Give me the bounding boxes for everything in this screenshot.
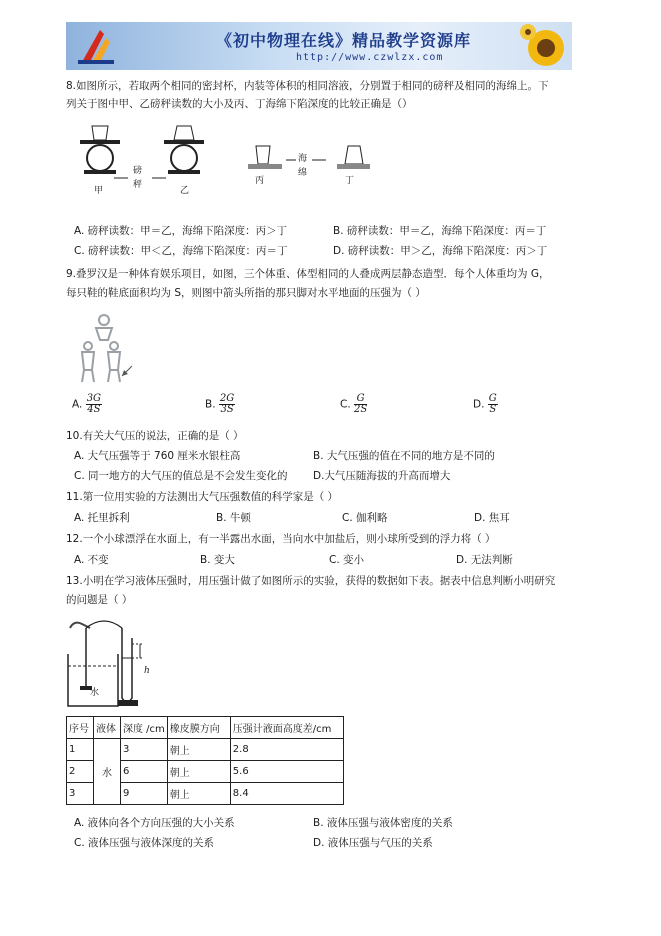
q13-option-c[interactable]: C. 液体压强与液体深度的关系 xyxy=(74,837,215,849)
q8-option-b[interactable]: B. 磅秤读数：甲＝乙，海绵下陷深度：丙＝丁 xyxy=(333,225,547,237)
q9-option-c-label: C. xyxy=(340,398,351,411)
q9-option-b-fraction xyxy=(219,394,235,415)
table-cell-direction: 朝上 xyxy=(167,783,230,805)
table-row xyxy=(67,739,344,761)
q9-option-d-label: D. xyxy=(473,398,485,411)
q9-c-den: 2S xyxy=(354,404,368,415)
q9-a-num: 3G xyxy=(86,393,102,404)
q8-option-d[interactable]: D. 磅秤读数：甲＞乙，海绵下陷深度：丙＞丁 xyxy=(333,245,548,257)
q9-option-a-label: A. xyxy=(72,398,83,411)
table-header-cell: 压强计液面高度差/cm xyxy=(230,717,343,739)
table-cell-index: 1 xyxy=(67,739,94,761)
banner-url: http://www.czwlzx.com xyxy=(296,52,444,63)
scale-jia xyxy=(80,126,120,174)
q11-option-c[interactable]: C. 伽利略 xyxy=(342,512,388,524)
q9-figure xyxy=(74,312,134,384)
q12-stem: 12.一个小球漂浮在水面上，有一半露出水面，当向水中加盐后，则小球所受到的浮力将（ ） xyxy=(66,533,496,545)
q8-figure xyxy=(70,122,370,194)
q12-option-a[interactable]: A. 不变 xyxy=(74,554,109,566)
sponge-ding xyxy=(337,146,370,169)
header-banner xyxy=(66,22,572,70)
table-header-cell: 液体 xyxy=(94,717,121,739)
q9-option-b-label: B. xyxy=(205,398,216,411)
table-header-cell: 橡皮膜方向 xyxy=(167,717,230,739)
q8-option-a[interactable]: A. 磅秤读数：甲＝乙，海绵下陷深度：丙＞丁 xyxy=(74,225,288,237)
logo-icon xyxy=(70,24,130,68)
q8-label-cheng: 秤 xyxy=(133,180,143,190)
q9-a-den: 4S xyxy=(87,404,101,415)
sponge-bing xyxy=(248,146,282,169)
q10-option-b[interactable]: B. 大气压强的值在不同的地方是不同的 xyxy=(313,450,495,462)
table-cell-height: 2.8 xyxy=(230,739,343,761)
q13-option-b[interactable]: B. 液体压强与液体密度的关系 xyxy=(313,817,453,829)
table-cell-index: 2 xyxy=(67,761,94,783)
q8-stem-line1: 8.如图所示，若取两个相同的密封杯，内装等体积的相同溶液，分别置于相同的磅秤及相同的海绵上。下 xyxy=(66,80,549,92)
q11-option-a[interactable]: A. 托里拆利 xyxy=(74,512,130,524)
q9-option-d[interactable] xyxy=(473,394,498,415)
table-cell-index: 3 xyxy=(67,783,94,805)
sunflower-icon xyxy=(518,22,572,70)
q13-stem-line2: 的问题是（ ） xyxy=(66,594,133,606)
table-cell-direction: 朝上 xyxy=(167,761,230,783)
table-cell-height: 8.4 xyxy=(230,783,343,805)
q8-option-c[interactable]: C. 磅秤读数：甲＜乙，海绵下陷深度：丙＝丁 xyxy=(74,245,288,257)
banner-title: 《初中物理在线》精品教学资源库 xyxy=(216,31,472,50)
table-cell-direction: 朝上 xyxy=(167,739,230,761)
q9-option-b[interactable] xyxy=(205,394,235,415)
q9-c-num: G xyxy=(354,394,367,405)
q8-label-mian: 绵 xyxy=(298,168,308,178)
q13-data-table xyxy=(66,716,344,805)
scale-yi xyxy=(164,126,204,174)
q8-label-ding: 丁 xyxy=(345,176,355,186)
q9-d-num: G xyxy=(488,393,497,404)
q13-option-d[interactable]: D. 液体压强与气压的关系 xyxy=(313,837,433,849)
q8-label-jia: 甲 xyxy=(94,186,104,196)
q8-label-bang: 磅 xyxy=(133,166,143,176)
q11-option-d[interactable]: D. 焦耳 xyxy=(474,512,510,524)
q12-option-b[interactable]: B. 变大 xyxy=(200,554,235,566)
q9-stem-line2: 每只鞋的鞋底面积均为 S，则图中箭头所指的那只脚对水平地面的压强为（ ） xyxy=(66,287,426,299)
q8-label-bing: 丙 xyxy=(255,176,265,186)
q9-option-c[interactable] xyxy=(340,394,367,415)
table-cell-height: 5.6 xyxy=(230,761,343,783)
table-header-cell: 深度 /cm xyxy=(121,717,168,739)
q9-option-a-fraction xyxy=(86,394,102,415)
q10-stem: 10.有关大气压的说法，正确的是（ ） xyxy=(66,430,244,442)
q9-stem-line1: 9.叠罗汉是一种体育娱乐项目，如图，三个体重、体型相同的人叠成两层静态造型．每个人体重均为 G， xyxy=(66,268,550,280)
q10-option-a[interactable]: A. 大气压强等于 760 厘米水银柱高 xyxy=(74,450,241,462)
table-cell-depth: 6 xyxy=(121,761,168,783)
q13-label-water: 水 xyxy=(90,688,100,698)
q9-option-d-fraction xyxy=(488,394,498,415)
table-header-row xyxy=(67,717,344,739)
q13-stem-line1: 13.小明在学习液体压强时，用压强计做了如图所示的实验，获得的数据如下表。据表中信息判断小明研究 xyxy=(66,575,556,587)
q9-option-a[interactable] xyxy=(72,394,102,415)
table-cell-depth: 3 xyxy=(121,739,168,761)
q9-option-c-fraction xyxy=(354,394,367,415)
q8-stem-line2: 列关于图中甲、乙磅秤读数的大小及丙、丁海绵下陷深度的比较正确是（） xyxy=(66,98,413,110)
q13-label-h: h xyxy=(144,666,150,676)
q8-label-yi: 乙 xyxy=(180,186,190,196)
table-header-cell: 序号 xyxy=(67,717,94,739)
q9-b-den: 3S xyxy=(220,404,234,415)
q9-d-den: S xyxy=(489,404,497,415)
q11-stem: 11.第一位用实验的方法测出大气压强数值的科学家是（ ） xyxy=(66,491,339,503)
q10-option-c[interactable]: C. 同一地方的大气压的值总是不会发生变化的 xyxy=(74,470,288,482)
table-cell-liquid: 水 xyxy=(94,739,121,805)
q13-figure xyxy=(64,614,174,712)
q8-label-hai: 海 xyxy=(298,154,308,164)
q9-b-num: 2G xyxy=(219,393,235,404)
table-cell-depth: 9 xyxy=(121,783,168,805)
q12-option-d[interactable]: D. 无法判断 xyxy=(456,554,513,566)
q12-option-c[interactable]: C. 变小 xyxy=(329,554,365,566)
q11-option-b[interactable]: B. 牛顿 xyxy=(216,512,251,524)
q13-option-a[interactable]: A. 液体向各个方向压强的大小关系 xyxy=(74,817,235,829)
q10-option-d[interactable]: D.大气压随海拔的升高而增大 xyxy=(313,470,451,482)
